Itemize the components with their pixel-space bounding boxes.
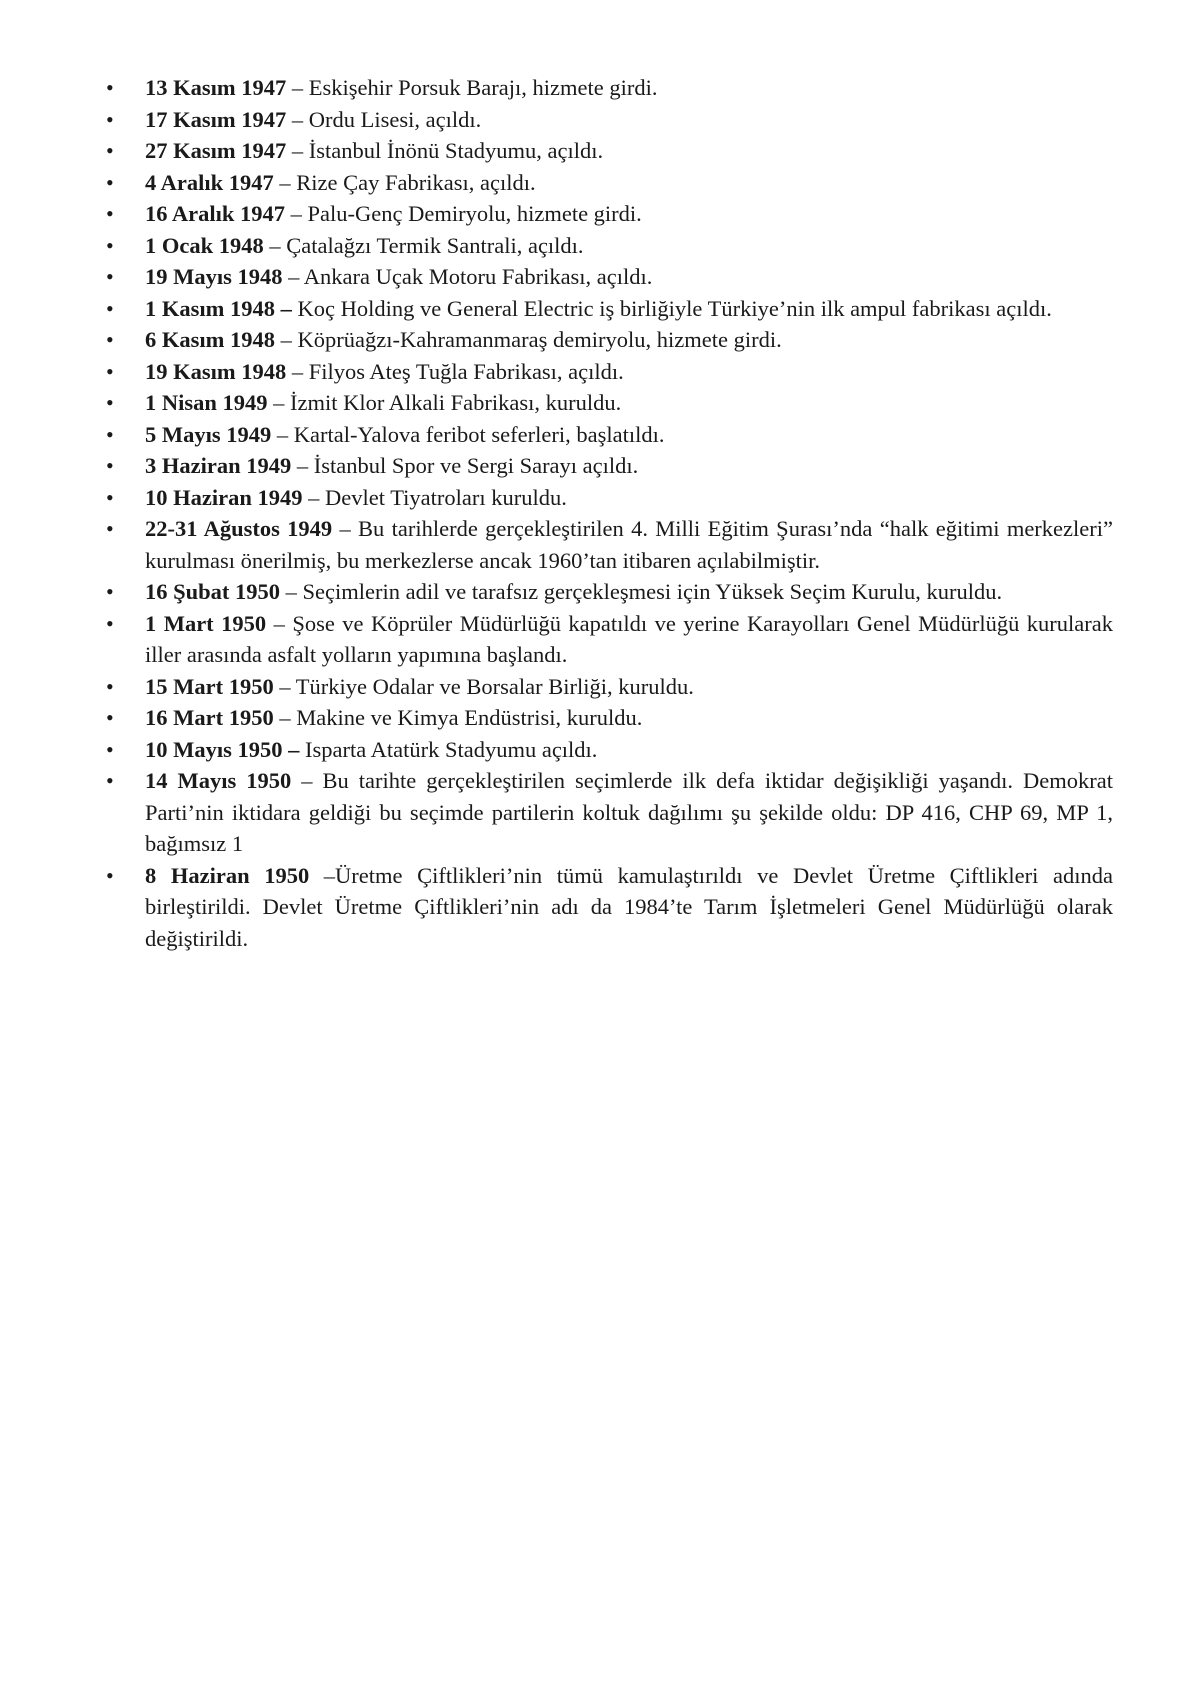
item-date: 15 Mart 1950 (145, 673, 274, 699)
item-date: 22-31 Ağustos 1949 (145, 516, 333, 541)
item-date: 3 Haziran 1949 (145, 453, 292, 478)
list-item (106, 230, 1113, 262)
list-item (106, 293, 1113, 325)
bullet-icon: • (106, 484, 114, 510)
item-description: Koç Holding ve General Electric iş birliğiyle Türkiye’nin ilk ampul fabrikası açıldı. (291, 295, 1052, 321)
bullet-icon: • (106, 862, 114, 888)
item-date: 10 Haziran 1949 (145, 484, 303, 510)
item-date: 16 Şubat 1950 (145, 579, 281, 604)
item-description: – Ordu Lisesi, açıldı. (286, 106, 482, 132)
bullet-icon: • (106, 453, 114, 478)
list-item (106, 765, 1113, 860)
item-date: 19 Kasım 1948 (145, 358, 287, 384)
list-item (106, 167, 1113, 199)
bullet-icon: • (106, 327, 114, 352)
item-description: – İstanbul Spor ve Sergi Sarayı açıldı. (291, 453, 639, 478)
item-description: Isparta Atatürk Stadyumu açıldı. (299, 736, 598, 762)
list-item (106, 671, 1113, 703)
item-description: – Makine ve Kimya Endüstrisi, kuruldu. (273, 705, 643, 730)
item-description: – Palu-Genç Demiryolu, hizmete girdi. (285, 201, 642, 226)
bullet-icon: • (106, 138, 114, 163)
timeline-list (106, 72, 1114, 954)
bullet-icon: • (106, 390, 114, 415)
bullet-icon: • (106, 705, 114, 730)
list-item (106, 356, 1113, 388)
item-date: 1 Mart 1950 (145, 610, 267, 636)
bullet-icon: • (106, 201, 114, 226)
list-item (106, 608, 1114, 671)
list-item (106, 324, 1113, 356)
item-date: 4 Aralık 1947 (145, 169, 274, 195)
item-description: – Kartal-Yalova feribot seferleri, başlatıldı. (271, 421, 665, 447)
bullet-icon: • (106, 75, 114, 100)
item-description: –Üretme Çiftlikleri’nin tümü kamulaştırıldı ve Devlet Üretme Çiftlikleri adında birleştirildi. Devlet Üretme Çiftlikleri’nin adı da 1984’te Tarım İşletmeleri Genel Müdürlüğü olarak değiştirildi. (145, 862, 1113, 951)
bullet-icon: • (106, 358, 114, 384)
bullet-icon: • (106, 264, 114, 289)
item-date: 19 Mayıs 1948 (145, 264, 283, 289)
bullet-icon: • (106, 232, 114, 258)
item-date: 1 Kasım 1948 – (145, 295, 292, 321)
item-date: 8 Haziran 1950 (145, 862, 310, 888)
list-item (106, 198, 1113, 230)
list-item (106, 482, 1113, 514)
list-item (106, 576, 1113, 608)
bullet-icon: • (106, 610, 114, 636)
list-item (106, 734, 1113, 766)
list-item (106, 135, 1113, 167)
bullet-icon: • (106, 579, 114, 604)
item-date: 1 Nisan 1949 (145, 390, 268, 415)
bullet-icon: • (106, 169, 114, 195)
item-description: – Rize Çay Fabrikası, açıldı. (273, 169, 536, 195)
item-date: 6 Kasım 1948 (145, 327, 276, 352)
item-date: 5 Mayıs 1949 (145, 421, 272, 447)
list-item (106, 513, 1113, 576)
list-item (106, 419, 1113, 451)
item-description: – Devlet Tiyatroları kuruldu. (302, 484, 567, 510)
item-description: – Çatalağzı Termik Santrali, açıldı. (263, 232, 584, 258)
item-date: 14 Mayıs 1950 (145, 768, 292, 793)
item-date: 17 Kasım 1947 (145, 106, 287, 132)
item-date: 1 Ocak 1948 (145, 232, 264, 258)
bullet-icon: • (106, 421, 114, 447)
bullet-icon: • (106, 736, 114, 762)
list-item (106, 104, 1113, 136)
item-description: – Seçimlerin adil ve tarafsız gerçekleşmesi için Yüksek Seçim Kurulu, kuruldu. (280, 579, 1003, 604)
item-description: – İstanbul İnönü Stadyumu, açıldı. (286, 138, 604, 163)
item-date: 16 Aralık 1947 (145, 201, 286, 226)
item-date: 13 Kasım 1947 (145, 75, 287, 100)
item-description: – Eskişehir Porsuk Barajı, hizmete girdi. (286, 75, 658, 100)
list-item (106, 72, 1113, 104)
item-description: – Köprüağzı-Kahramanmaraş demiryolu, hizmete girdi. (275, 327, 782, 352)
bullet-icon: • (106, 295, 114, 321)
item-description: – Türkiye Odalar ve Borsalar Birliği, kuruldu. (273, 673, 694, 699)
item-description: – Ankara Uçak Motoru Fabrikası, açıldı. (282, 264, 653, 289)
bullet-icon: • (106, 106, 114, 132)
item-description: – Bu tarihte gerçekleştirilen seçimlerde ilk defa iktidar değişikliği yaşandı. Demokrat Parti’nin iktidara geldiği bu seçimde partilerin koltuk dağılımı şu şekilde oldu: DP 416, CHP 69, MP 1, bağımsız 1 (145, 768, 1113, 856)
list-item (106, 450, 1113, 482)
item-date: 10 Mayıs 1950 – (145, 736, 300, 762)
list-item (106, 702, 1113, 734)
bullet-icon: • (106, 673, 114, 699)
item-description: – İzmit Klor Alkali Fabrikası, kuruldu. (267, 390, 622, 415)
item-date: 27 Kasım 1947 (145, 138, 287, 163)
list-item (106, 387, 1113, 419)
bullet-icon: • (106, 516, 114, 541)
list-item (106, 860, 1113, 955)
item-date: 16 Mart 1950 (145, 705, 274, 730)
bullet-icon: • (106, 768, 114, 793)
list-item (106, 261, 1113, 293)
item-description: – Filyos Ateş Tuğla Fabrikası, açıldı. (286, 358, 624, 384)
item-description: – Bu tarihlerde gerçekleştirilen 4. Milli Eğitim Şurası’nda “halk eğitimi merkezleri” kurulması önerilmiş, bu merkezlerse ancak 1960’tan itibaren açılabilmiştir. (145, 516, 1113, 573)
item-description: – Şose ve Köprüler Müdürlüğü kapatıldı ve yerine Karayolları Genel Müdürlüğü kurularak iller arasında asfalt yolların yapımına başlandı. (145, 610, 1114, 667)
